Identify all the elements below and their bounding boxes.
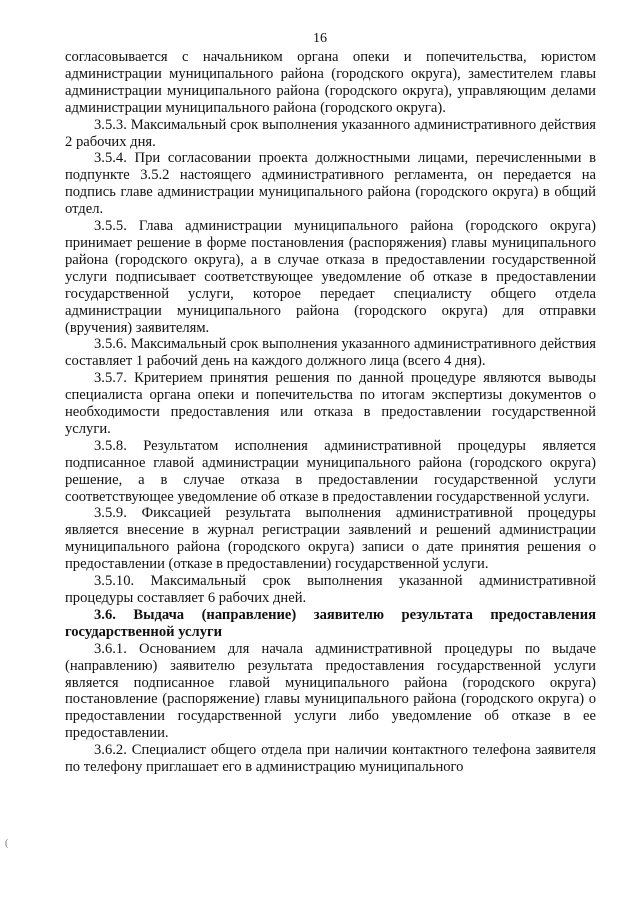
paragraph-3-5-7: 3.5.7. Критерием принятия решения по данной процедуре являются выводы специалиста органа опеки и попечительства по итогам экспертизы документов о необходимости предоставления или отказа в предоставлении государственной услуги. [65,370,596,437]
paragraph-3-5-2-cont: согласовывается с начальником органа опеки и попечительства, юристом администрации муниципального района (городского округа), заместителем главы администрации муниципального района (городского округа), управляющим делами администрации муниципального района (городского округа). [65,49,596,116]
paragraph-3-5-10: 3.5.10. Максимальный срок выполнения указанной административной процедуры составляет 6 рабочих дней. [65,573,596,606]
paragraph-3-5-4: 3.5.4. При согласовании проекта должностными лицами, перечисленными в подпункте 3.5.2 настоящего административного регламента, он передается на подпись главе администрации муниципального района (городского округа) в общий отдел. [65,150,596,218]
paragraph-3-5-3: 3.5.3. Максимальный срок выполнения указанного административного действия 2 рабочих дня. [65,116,596,150]
section-heading-3-6: 3.6. Выдача (направление) заявителю результата предоставления государственной услуги [65,606,596,640]
paragraph-3-6-1: 3.6.1. Основанием для начала административной процедуры по выдаче (направлению) заявителю результата предоставления государственной услуги является подписанное главой муниципального района (городского округа) постановление (распоряжение) главы муниципального района (городского округа) о предоставлении государственной услуги либо уведомление об отказе в ее предоставлении. [65,640,596,742]
page-content [65,49,596,776]
paragraph-3-5-9: 3.5.9. Фиксацией результата выполнения административной процедуры является внесение в журнал регистрации заявлений и решений администрации муниципального района (городского округа) записи о дате принятия решения о предоставлении (отказе в предоставлении) государственной услуги. [65,505,596,573]
page-number: 16 [313,31,327,46]
paragraph-3-5-8: 3.5.8. Результатом исполнения административной процедуры является подписанное главой администрации муниципального района (городского округа) решение, а в случае отказа в предоставлении государственной услуги соответствующее уведомление об отказе в предоставлении государственной услуги. [65,437,596,505]
paragraph-3-5-5: 3.5.5. Глава администрации муниципального района (городского округа) принимает решение в форме постановления (распоряжения) главы муниципального района (городского округа), а в случае отказа в предоставлении государственной услуги подписывает соответствующее уведомление об отказе в предоставлении государственной услуги, которое передает специалисту общего отдела администрации муниципального района (городского округа) для отправки (вручения) заявителям. [65,218,596,336]
paragraph-3-5-6: 3.5.6. Максимальный срок выполнения указанного административного действия составляет 1 рабочий день на каждого должного лица (всего 4 дня). [65,336,596,370]
paragraph-3-6-2: 3.6.2. Специалист общего отдела при наличии контактного телефона заявителя по телефону приглашает его в администрацию муниципального [65,742,596,776]
margin-mark: ( [5,838,9,849]
